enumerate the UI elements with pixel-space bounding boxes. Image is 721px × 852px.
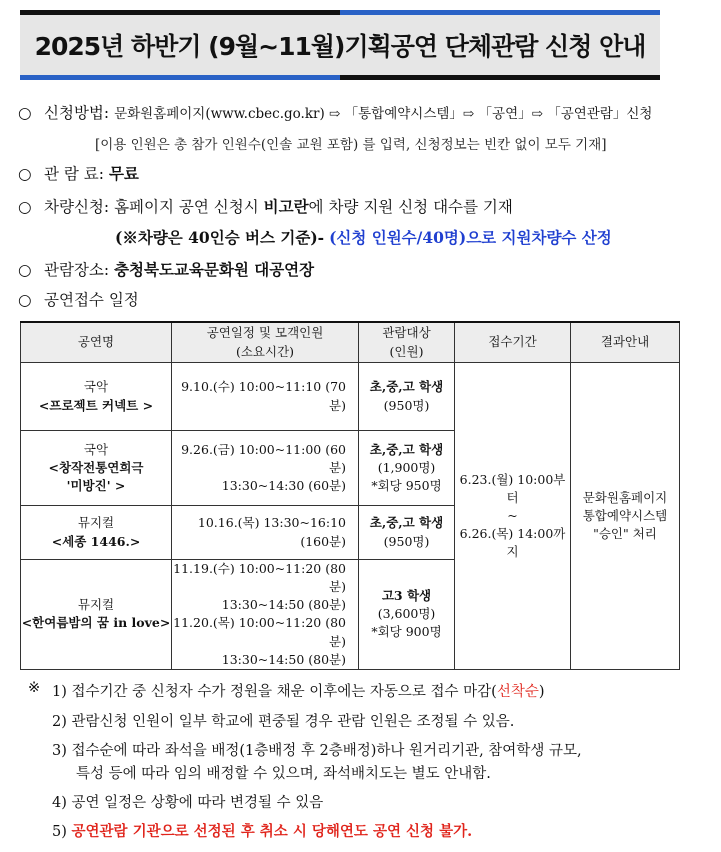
vehicle-text-pre: 홈페이지 공연 신청시: [114, 198, 259, 216]
circle-bullet-icon: ○: [18, 261, 32, 279]
target-cell: 초,중,고 학생 (1,900명) *회당 950명: [359, 431, 455, 506]
table-row: [21, 363, 680, 431]
note-1-highlight: 선착순: [496, 684, 539, 700]
header-result: 결과안내: [571, 322, 680, 363]
note-3b: 특성 등에 따라 임의 배정할 수 있으며, 좌석배치도는 별도 안내함.: [76, 766, 491, 782]
info-schedule: [18, 288, 139, 310]
title-banner: [20, 10, 660, 80]
info-fee: [18, 162, 139, 184]
info-venue: [18, 258, 314, 280]
method-label: 신청방법:: [44, 104, 110, 122]
vehicle-text-post: 에 차량 지원 신청 대수를 기재: [308, 198, 513, 216]
performance-cell: 국악 <프로젝트 커넥트 >: [21, 363, 172, 431]
circle-bullet-icon: ○: [18, 291, 32, 309]
method-note: [이용 인원은 총 참가 인원수(인솔 교원 포함) 를 입력, 신청정보는 빈칸 없이 모두 기재]: [95, 137, 607, 153]
vehicle-note-pre: (※차량은 40인승 버스 기준)-: [115, 228, 325, 247]
target-cell: 초,중,고 학생 (950명): [359, 506, 455, 560]
note-5: 5) 공연관람 기관으로 선정된 후 취소 시 당해연도 공연 신청 불가.: [52, 823, 473, 840]
vehicle-note-blue: (신청 인원수/40명)으로 지원차량수 산정: [329, 228, 612, 247]
venue-value: 충청북도교육문화원 대공연장: [114, 260, 315, 279]
banner-bar-bottom-black: [340, 75, 660, 80]
circle-bullet-icon: ○: [18, 198, 32, 216]
header-period: 접수기간: [455, 322, 571, 363]
target-cell: 초,중,고 학생 (950명): [359, 363, 455, 431]
method-text: 문화원홈페이지(www.cbec.go.kr) ⇨ 「통합예약시스템」⇨ 「공연」⇨ 「공연관람」신청: [114, 106, 653, 122]
header-schedule: 공연일정 및 모객인원 (소요시간): [172, 322, 359, 363]
schedule-cell: 9.10.(수) 10:00~11:10 (70분): [172, 363, 359, 431]
performance-cell: 국악 <창작전통연희극 '미방진' >: [21, 431, 172, 506]
vehicle-label: 차량신청:: [44, 198, 110, 216]
table-header-row: [21, 322, 680, 363]
venue-label: 관람장소:: [44, 261, 110, 279]
info-method: [18, 101, 652, 123]
note-1: 1) 접수기간 중 신청자 수가 정원을 채운 이후에는 자동으로 접수 마감(선착순): [52, 684, 545, 700]
vehicle-note: [115, 226, 612, 248]
circle-bullet-icon: ○: [18, 104, 32, 122]
note-3a: 3) 접수순에 따라 좌석을 배정(1층배정 후 2층배정)하나 원거리기관, 참여학생 규모,: [52, 743, 582, 759]
result-cell: 문화원홈페이지 통합예약시스템 "승인" 처리: [571, 363, 680, 670]
schedule-label: 공연접수 일정: [44, 291, 139, 309]
note-2: 2) 관람신청 인원이 일부 학교에 편중될 경우 관람 인원은 조정될 수 있음.: [52, 714, 515, 730]
performance-cell: 뮤지컬 <한여름밤의 꿈 in love>: [21, 560, 172, 670]
note-5-warning: 공연관람 기관으로 선정된 후 취소 시 당해연도 공연 신청 불가.: [71, 823, 473, 840]
target-cell: 고3 학생 (3,600명) *회당 900명: [359, 560, 455, 670]
circle-bullet-icon: ○: [18, 165, 32, 183]
fee-label: 관 람 료:: [44, 165, 104, 183]
schedule-cell: 11.19.(수) 10:00~11:20 (80분) 13:30~14:50 (80분) 11.20.(목) 10:00~11:20 (80분) 13:30~14:50 (80분): [172, 560, 359, 670]
note-4: 4) 공연 일정은 상황에 따라 변경될 수 있음: [52, 795, 324, 811]
schedule-cell: 9.26.(금) 10:00~11:00 (60분) 13:30~14:30 (60분): [172, 431, 359, 506]
header-target: 관람대상 (인원): [359, 322, 455, 363]
page-title: 2025년 하반기 (9월~11월)기획공연 단체관람 신청 안내: [34, 32, 646, 61]
vehicle-text-bold: 비고란: [263, 197, 309, 216]
header-performance: 공연명: [21, 322, 172, 363]
note-mark: ※: [28, 680, 41, 696]
info-vehicle: [18, 195, 513, 217]
schedule-cell: 10.16.(목) 13:30~16:10 (160분): [172, 506, 359, 560]
banner-bar-bottom-blue: [20, 75, 340, 80]
fee-value: 무료: [108, 164, 139, 183]
performance-cell: 뮤지컬 <세종 1446.>: [21, 506, 172, 560]
schedule-table: [20, 321, 680, 670]
period-cell: 6.23.(월) 10:00부터 ~ 6.26.(목) 14:00까지: [455, 363, 571, 670]
